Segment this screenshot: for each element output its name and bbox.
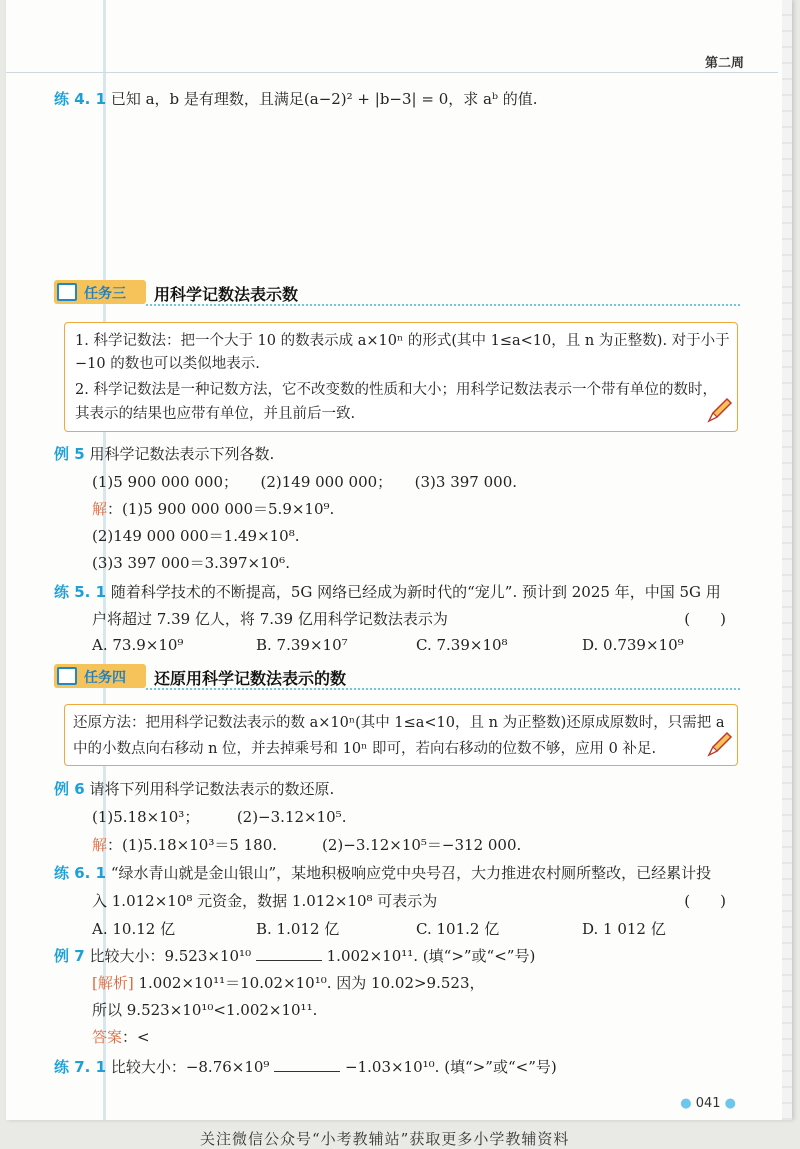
analysis-text: 1.002×10¹¹＝10.02×10¹⁰. 因为 10.02>9.523， bbox=[138, 974, 485, 992]
knowledge-box-3 bbox=[64, 322, 738, 432]
exercise-label: 练 5. 1 bbox=[54, 583, 107, 601]
note-line: 其表示的结果也应带有单位，并且前后一致. bbox=[75, 406, 356, 422]
week-label: 第二周 bbox=[704, 56, 744, 71]
example-7 bbox=[54, 945, 535, 966]
answer-label: 答案 bbox=[92, 1028, 123, 1046]
example-question: 请将下列用科学记数法表示的数还原. bbox=[89, 780, 335, 798]
task-3-header bbox=[54, 280, 740, 306]
exercise-label: 练 7. 1 bbox=[54, 1058, 107, 1076]
exercise-6-1-line2: 入 1.012×10⁸ 元资金，数据 1.012×10⁸ 可表示为 bbox=[92, 892, 438, 910]
exercise-6-1 bbox=[54, 862, 711, 883]
exercise-question-a: 比较大小：−8.76×10⁹ bbox=[110, 1058, 270, 1076]
example-6-items: (1)5.18×10³； (2)−3.12×10⁵. bbox=[92, 808, 347, 826]
example-6-solution bbox=[92, 834, 521, 855]
exercise-7-1 bbox=[54, 1056, 557, 1077]
option-d: D. 1 012 亿 bbox=[582, 920, 666, 938]
answer-text: ：< bbox=[122, 1028, 150, 1046]
exercise-5-1-line2: 户将超过 7.39 亿人，将 7.39 亿用科学记数法表示为 bbox=[92, 610, 448, 628]
page-edge bbox=[782, 0, 792, 1120]
task-badge-label: 任务四 bbox=[84, 670, 126, 686]
example-7-analysis-1 bbox=[92, 972, 485, 993]
solution-label: 解 bbox=[92, 500, 108, 518]
note-line: −10 的数也可以类似地表示. bbox=[75, 356, 260, 372]
exercise-text: “绿水青山就是金山银山”，某地积极响应党中央号召，大力推进农村厕所整改，已经累计投 bbox=[110, 864, 712, 882]
example-7-answer bbox=[92, 1026, 150, 1047]
example-5-solution-1 bbox=[92, 498, 334, 519]
option-c: C. 101.2 亿 bbox=[416, 920, 500, 938]
task-title: 还原用科学记数法表示的数 bbox=[154, 669, 347, 688]
task-badge-label: 任务三 bbox=[84, 286, 126, 302]
exercise-4-1 bbox=[54, 88, 538, 109]
solution-text: ：(1)5.18×10³＝5 180. (2)−3.12×10⁵＝−312 000. bbox=[107, 836, 522, 854]
exercise-label: 练 4. 1 bbox=[54, 90, 107, 108]
answer-paren: ( ) bbox=[684, 892, 726, 910]
example-6 bbox=[54, 778, 334, 799]
note-line: 还原方法：把用科学记数法表示的数 a×10ⁿ(其中 1≤a<10，且 n 为正整数)还原成原数时，只需把 a bbox=[73, 715, 725, 731]
dot-left-icon: ● bbox=[680, 1096, 692, 1111]
footer-note: 关注微信公众号“小考教辅站”获取更多小学教辅资料 bbox=[200, 1130, 570, 1148]
task-rule bbox=[146, 304, 740, 306]
example-question-a: 比较大小：9.523×10¹⁰ bbox=[89, 947, 252, 965]
option-b: B. 1.012 亿 bbox=[256, 920, 340, 938]
exercise-label: 练 6. 1 bbox=[54, 864, 107, 882]
exercise-text: 已知 a，b 是有理数，且满足(a−2)² + |b−3| = 0，求 aᵇ 的值. bbox=[110, 90, 538, 108]
task-badge bbox=[54, 664, 146, 688]
option-c: C. 7.39×10⁸ bbox=[416, 636, 508, 654]
header-rule bbox=[6, 72, 778, 73]
example-5-solution-3: (3)3 397 000＝3.397×10⁶. bbox=[92, 554, 290, 572]
book-page bbox=[6, 0, 792, 1120]
option-b: B. 7.39×10⁷ bbox=[256, 636, 348, 654]
example-question-b: 1.002×10¹¹. (填“>”或“<”号) bbox=[326, 947, 536, 965]
pencil-icon bbox=[705, 729, 735, 759]
task-title: 用科学记数法表示数 bbox=[154, 285, 299, 304]
dot-right-icon: ● bbox=[724, 1096, 736, 1111]
exercise-question-b: −1.03×10¹⁰. (填“>”或“<”号) bbox=[345, 1058, 557, 1076]
exercise-5-1 bbox=[54, 581, 721, 602]
answer-paren: ( ) bbox=[684, 610, 726, 628]
example-5-solution-2: (2)149 000 000＝1.49×10⁸. bbox=[92, 527, 300, 545]
example-label: 例 5 bbox=[54, 445, 85, 463]
example-5 bbox=[54, 443, 274, 464]
answer-blank[interactable] bbox=[256, 946, 322, 961]
pencil-icon bbox=[705, 395, 735, 425]
note-line: 1. 科学记数法：把一个大于 10 的数表示成 a×10ⁿ 的形式(其中 1≤a<10，且 n 为正整数). 对于小于 bbox=[75, 333, 730, 349]
solution-label: 解 bbox=[92, 836, 108, 854]
example-question: 用科学记数法表示下列各数. bbox=[89, 445, 275, 463]
example-label: 例 6 bbox=[54, 780, 85, 798]
answer-blank[interactable] bbox=[274, 1057, 340, 1072]
book-icon bbox=[57, 283, 77, 301]
note-line: 中的小数点向右移动 n 位，并去掉乘号和 10ⁿ 即可，若向右移动的位数不够，应用 0 补足. bbox=[73, 741, 657, 757]
knowledge-box-4 bbox=[64, 704, 738, 766]
task-badge bbox=[54, 280, 146, 304]
page-number bbox=[680, 1096, 736, 1111]
task-4-header bbox=[54, 664, 740, 690]
option-a: A. 10.12 亿 bbox=[92, 920, 176, 938]
notebook-icon bbox=[57, 667, 77, 685]
example-5-items: (1)5 900 000 000； (2)149 000 000； (3)3 397 000. bbox=[92, 473, 518, 491]
analysis-label: [解析] bbox=[92, 974, 134, 992]
option-a: A. 73.9×10⁹ bbox=[92, 636, 184, 654]
exercise-text: 随着科学技术的不断提高，5G 网络已经成为新时代的“宠儿”. 预计到 2025 年，中国 5G 用 bbox=[110, 583, 721, 601]
page-number-text: 041 bbox=[695, 1096, 721, 1111]
example-label: 例 7 bbox=[54, 947, 85, 965]
note-line: 2. 科学记数法是一种记数方法，它不改变数的性质和大小；用科学记数法表示一个带有单位的数时， bbox=[75, 382, 717, 398]
example-7-analysis-2: 所以 9.523×10¹⁰<1.002×10¹¹. bbox=[92, 1001, 318, 1019]
solution-text: ：(1)5 900 000 000＝5.9×10⁹. bbox=[107, 500, 335, 518]
task-rule bbox=[146, 688, 740, 690]
option-d: D. 0.739×10⁹ bbox=[582, 636, 684, 654]
